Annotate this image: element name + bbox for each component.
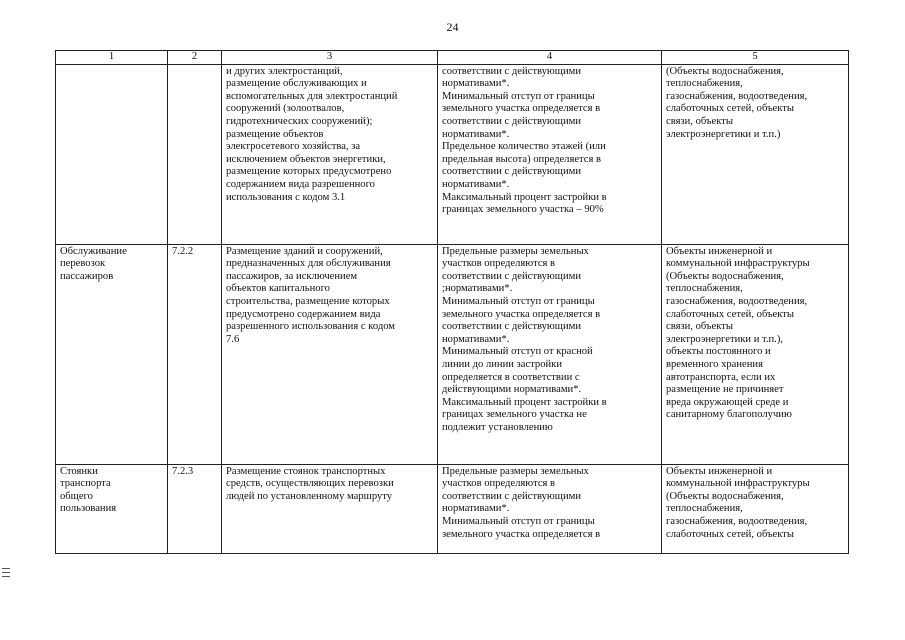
cell-text-line: размещение которых предусмотрено [226, 166, 392, 178]
cell-text-line: нормативами*. [442, 78, 510, 90]
cell-text-line: электроэнергетики и т.п.), [666, 333, 784, 345]
cell-text-line: Минимальный отступ от границы [442, 295, 595, 307]
cell-text-line: слаботочных сетей, объекты [666, 103, 794, 115]
cell-text-line: пассажиров [60, 270, 114, 282]
cell-text-line: земельного участка определяется в [442, 308, 601, 320]
cell-text-line: людей по установленному маршруту [226, 490, 393, 502]
cell-text-line: электросетевого хозяйства, за [226, 141, 361, 153]
cell-text-line: слаботочных сетей, объекты [666, 528, 794, 540]
cell-text-line: соответствии с действующими [442, 65, 582, 77]
cell-text-line: Минимальный отступ от границы [442, 515, 595, 527]
use-description-cell [222, 244, 438, 464]
cell-text-line: вреда окружающей среде и [666, 396, 789, 408]
auxiliary-uses-cell [662, 244, 849, 464]
cell-text-line: коммунальной инфраструктуры [666, 258, 810, 270]
land-use-table [55, 50, 849, 554]
cell-text-line: участков определяются в [442, 258, 556, 270]
cell-text-line: нормативами*. [442, 333, 510, 345]
cell-text-line: (Объекты водоснабжения, [666, 65, 784, 77]
cell-text-line: пользования [60, 503, 117, 515]
cell-text-line: Объекты инженерной и [666, 245, 773, 257]
cell-text-line: действующими нормативами*. [442, 384, 582, 396]
cell-text-line: Предельные размеры земельных [442, 465, 589, 477]
cell-text-line: газоснабжения, водоотведения, [666, 295, 808, 307]
cell-text-line: (Объекты водоснабжения, [666, 490, 784, 502]
cell-text-line: теплоснабжения, [666, 78, 743, 90]
table-header-row [56, 51, 849, 65]
cell-text-line: использования с кодом 3.1 [226, 191, 346, 203]
use-name-cell [56, 64, 168, 244]
column-header: 2 [168, 51, 222, 65]
cell-text-line: Стоянки [60, 465, 98, 477]
cell-text-line: соответствии с действующими [442, 321, 582, 333]
use-description-cell [222, 64, 438, 244]
cell-text-line: объекты постоянного и [666, 346, 771, 358]
cell-text-line: сооружений (золоотвалов, [226, 103, 345, 115]
cell-text-line: Максимальный процент застройки в [442, 191, 607, 203]
cell-text-line: санитарному благополучию [666, 409, 792, 421]
cell-text-line: теплоснабжения, [666, 503, 743, 515]
cell-text-line: Предельное количество этажей (или [442, 141, 606, 153]
cell-text-line: Объекты инженерной и [666, 465, 773, 477]
cell-text-line: Минимальный отступ от красной [442, 346, 593, 358]
column-header: 5 [662, 51, 849, 65]
cell-text-line: границах земельного участка не [442, 409, 587, 421]
cell-text-line: гидротехнических сооружений); [226, 115, 373, 127]
cell-text-line: Максимальный процент застройки в [442, 396, 607, 408]
cell-text-line: предельная высота) определяется в [442, 153, 602, 165]
cell-text-line: Предельные размеры земельных [442, 245, 589, 257]
cell-text-line: 7.2.2 [172, 245, 194, 257]
use-name-cell [56, 244, 168, 464]
table-row [56, 464, 849, 553]
cell-text-line: транспорта [60, 478, 111, 490]
cell-text-line: Размещение стоянок транспортных [226, 465, 386, 477]
cell-text-line: нормативами*. [442, 178, 510, 190]
cell-text-line: коммунальной инфраструктуры [666, 478, 810, 490]
parameters-cell [438, 64, 662, 244]
column-header: 1 [56, 51, 168, 65]
cell-text-line: соответствии с действующими [442, 270, 582, 282]
cell-text-line: соответствии с действующими [442, 490, 582, 502]
cell-text-line: участков определяются в [442, 478, 556, 490]
cell-text-line: земельного участка определяется в [442, 528, 601, 540]
use-code-cell [168, 464, 222, 553]
cell-text-line: средств, осуществляющих перевозки [226, 478, 394, 490]
cell-text-line: размещение объектов [226, 128, 324, 140]
cell-text-line: нормативами*. [442, 128, 510, 140]
cell-text-line: перевозок [60, 258, 106, 270]
cell-text-line: соответствии с действующими [442, 115, 582, 127]
cell-text-line: размещение не причиняет [666, 384, 784, 396]
table-row [56, 64, 849, 244]
page-number: 24 [446, 20, 459, 34]
cell-text-line: временного хранения [666, 358, 763, 370]
cell-text-line: Минимальный отступ от границы [442, 90, 595, 102]
cell-text-line: объектов капитального [226, 283, 330, 295]
cell-text-line: определяется в соответствии с [442, 371, 580, 383]
parameters-cell [438, 464, 662, 553]
cell-text-line: автотранспорта, если их [666, 371, 776, 383]
column-header: 3 [222, 51, 438, 65]
auxiliary-uses-cell [662, 64, 849, 244]
cell-text-line: теплоснабжения, [666, 283, 743, 295]
cell-text-line: Обслуживание [60, 245, 127, 257]
column-header: 4 [438, 51, 662, 65]
cell-text-line: соответствии с действующими [442, 166, 582, 178]
cell-text-line: нормативами*. [442, 503, 510, 515]
cell-text-line: газоснабжения, водоотведения, [666, 515, 808, 527]
use-code-cell [168, 64, 222, 244]
cell-text-line: 7.2.3 [172, 465, 194, 477]
cell-text-line: подлежит установлению [442, 421, 553, 433]
cell-text-line: Размещение зданий и сооружений, [226, 245, 383, 257]
cell-text-line: содержанием вида разрешенного [226, 178, 375, 190]
cell-text-line: и других электростанций, [226, 65, 343, 77]
cell-text-line: общего [60, 490, 93, 502]
cell-text-line: исключением объектов энергетики, [226, 153, 386, 165]
cell-text-line: земельного участка определяется в [442, 103, 601, 115]
cell-text-line: слаботочных сетей, объекты [666, 308, 794, 320]
cell-text-line: связи, объекты [666, 115, 733, 127]
auxiliary-uses-cell [662, 464, 849, 553]
use-description-cell [222, 464, 438, 553]
use-code-cell [168, 244, 222, 464]
cell-text-line: вспомогательных для электростанций [226, 90, 398, 102]
margin-marks [2, 568, 10, 580]
cell-text-line: строительства, размещение которых [226, 295, 390, 307]
cell-text-line: предназначенных для обслуживания [226, 258, 391, 270]
parameters-cell [438, 244, 662, 464]
cell-text-line: электроэнергетики и т.п.) [666, 128, 781, 140]
cell-text-line: границах земельного участка – 90% [442, 204, 604, 216]
cell-text-line: связи, объекты [666, 321, 733, 333]
table-row [56, 244, 849, 464]
cell-text-line: ;нормативами*. [442, 283, 513, 295]
cell-text-line: (Объекты водоснабжения, [666, 270, 784, 282]
cell-text-line: предусмотрено содержанием вида [226, 308, 381, 320]
cell-text-line: разрешенного использования с кодом [226, 321, 396, 333]
cell-text-line: пассажиров, за исключением [226, 270, 358, 282]
cell-text-line: 7.6 [226, 333, 240, 345]
cell-text-line: линии до линии застройки [442, 358, 562, 370]
cell-text-line: газоснабжения, водоотведения, [666, 90, 808, 102]
use-name-cell [56, 464, 168, 553]
cell-text-line: размещение обслуживающих и [226, 78, 367, 90]
